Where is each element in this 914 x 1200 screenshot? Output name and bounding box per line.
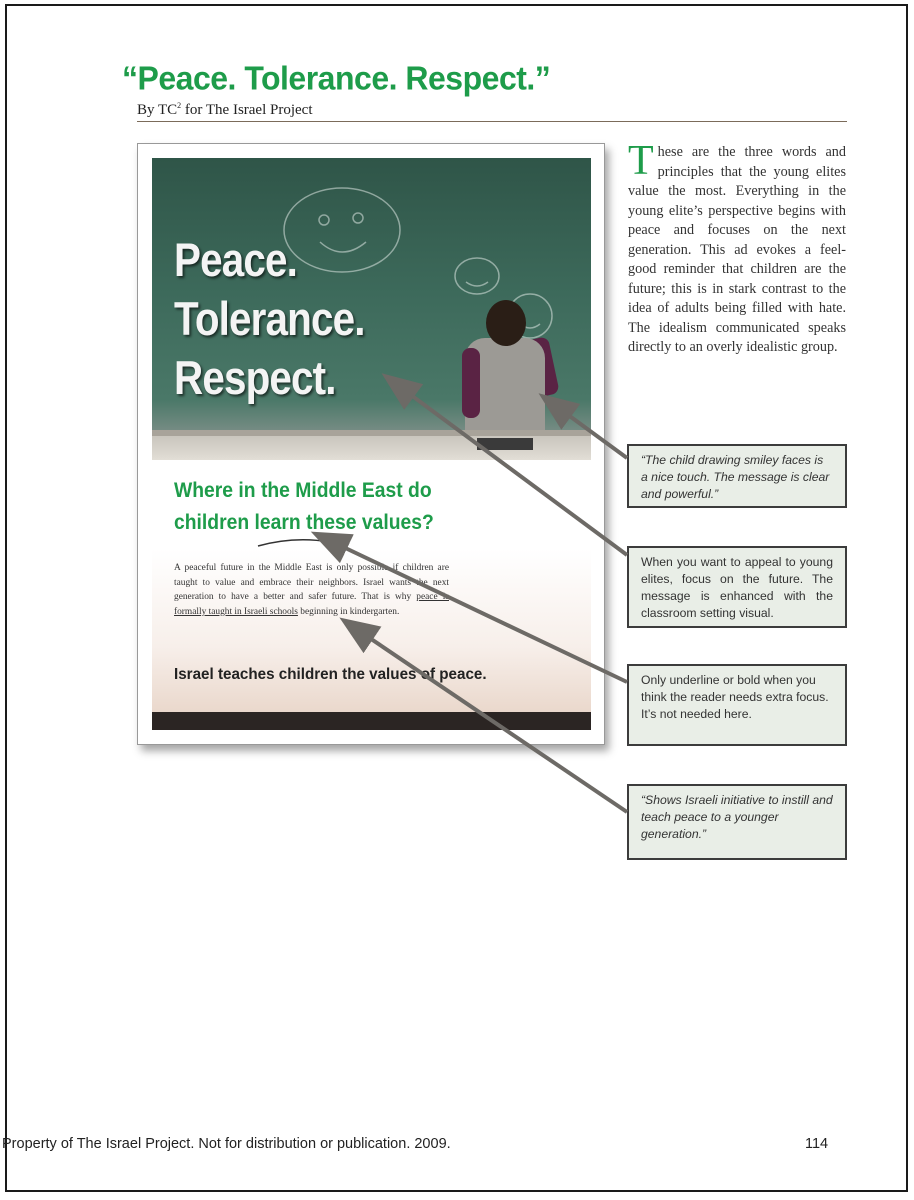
ad-tagline: Israel teaches children the values of peace. xyxy=(174,666,487,683)
intro-text: hese are the three words and principles that the young elites value the most. Everything in the young elite’s perspective begins with peace and focuses on the next generation. This ad evokes a feel-good reminder that children are the future; this is in stark contrast to the idea of adults being filled with hate. The idealism communicated speaks directly to an overly idealistic group. xyxy=(628,144,846,355)
ad-headline-line: Tolerance. xyxy=(174,292,365,345)
ad-footer-bar xyxy=(152,712,591,730)
ad-question-line: Where in the Middle East do xyxy=(174,479,432,502)
ad-image xyxy=(137,143,605,745)
ad-body-text xyxy=(174,561,449,619)
page-number: 114 xyxy=(805,1136,829,1152)
annotation-note: “Shows Israeli initiative to instill and teach peace to a younger generation.” xyxy=(627,784,847,860)
title-rule xyxy=(137,121,847,122)
byline-superscript: 2 xyxy=(177,101,182,110)
underline-swoosh xyxy=(254,536,334,550)
boy-arm xyxy=(462,348,480,418)
page-title: “Peace. Tolerance. Respect.” xyxy=(122,59,551,97)
ad-question-line: children learn these values? xyxy=(174,511,434,534)
ad-body-part: beginning in kindergarten. xyxy=(297,606,400,617)
drop-cap: T xyxy=(628,138,654,184)
ad-headline-line: Respect. xyxy=(174,351,336,404)
byline-suffix: for The Israel Project xyxy=(181,102,313,118)
annotation-note: When you want to appeal to young elites, focus on the future. The message is enhanced with the classroom setting visual. xyxy=(627,546,847,628)
intro-paragraph xyxy=(628,138,846,358)
footer-text: Property of The Israel Project. Not for distribution or publication. 2009. xyxy=(2,1136,451,1152)
boy-head xyxy=(486,300,526,346)
ad-body-underlined: peace is formally taught in Israeli schools xyxy=(174,592,449,617)
annotation-note: “The child drawing smiley faces is a nice touch. The message is clear and powerful.” xyxy=(627,444,847,508)
annotation-note: Only underline or bold when you think the reader needs extra focus. It’s not needed here. xyxy=(627,664,847,746)
byline-prefix: By TC xyxy=(137,102,178,118)
chalkboard-photo xyxy=(152,158,591,460)
ad-headline-line: Peace. xyxy=(174,233,297,286)
ad-body-part: A peaceful future in the Middle East is only possible if children are taught to value and embrace their neighbors. Israel wants the next generation to have a better and safer future. That is why xyxy=(174,563,449,603)
byline xyxy=(137,101,313,119)
boy-legs xyxy=(477,438,533,450)
